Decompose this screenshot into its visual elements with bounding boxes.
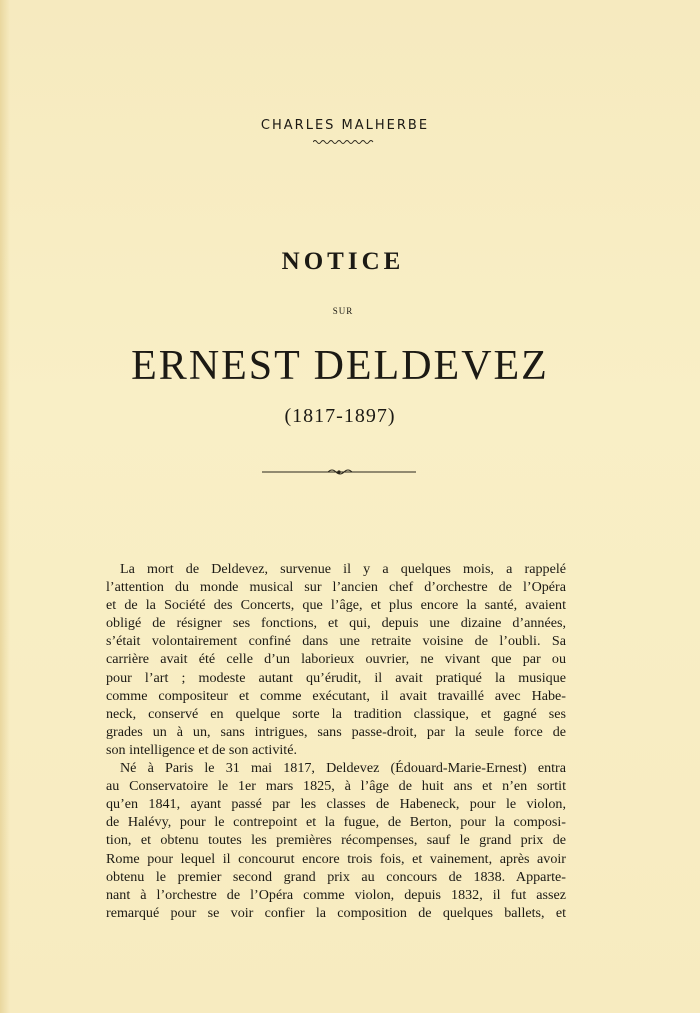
paragraph-2-line: nant à l’orchestre de l’Opéra comme violon, depuis 1832, il fut assez bbox=[106, 886, 566, 903]
paragraph-1-line: l’attention du monde musical sur l’ancien chef d’orchestre de l’Opéra bbox=[106, 579, 566, 596]
paragraph-2-line: remarqué pour se voir confier la composition de quelques ballets, et bbox=[106, 904, 566, 921]
life-dates: (1817-1897) bbox=[284, 405, 396, 427]
article-body bbox=[106, 560, 566, 922]
ornamental-rule bbox=[262, 466, 416, 478]
paragraph-1-line: son intelligence et de son activité. bbox=[106, 741, 297, 758]
paragraph-2-line: qu’en 1841, ayant passé par les classes de Habeneck, pour le violon, bbox=[106, 796, 566, 813]
paragraph-1-line: neck, conservé en quelque sorte la tradition classique, et gagné ses bbox=[106, 705, 566, 722]
paragraph-2-line: obtenu le premier second grand prix au concours de 1838. Apparte- bbox=[106, 868, 566, 885]
paragraph-2-line: Né à Paris le 31 mai 1817, Deldevez (Édouard-Marie-Ernest) entra bbox=[120, 760, 566, 777]
preposition-sur: SUR bbox=[332, 306, 354, 316]
paragraph-1-line: et de la Société des Concerts, que l’âge, et plus encore la santé, avaient bbox=[106, 597, 566, 614]
paragraph-1-line: comme compositeur et comme exécutant, il avait travaillé avec Habe- bbox=[106, 687, 566, 704]
page-edge-shading bbox=[0, 0, 10, 1013]
paragraph-2-line: tion, et obtenu toutes les premières récompenses, sauf le grand prix de bbox=[106, 832, 566, 849]
notice-heading: NOTICE bbox=[281, 248, 405, 275]
paragraph-2-line: de Halévy, pour le contrepoint et la fugue, de Berton, pour la composi- bbox=[106, 814, 566, 831]
paragraph-1-line: s’était volontairement confiné dans une retraite voisine de l’oubli. Sa bbox=[106, 633, 566, 650]
subject-name: ERNEST DELDEVEZ bbox=[131, 343, 549, 389]
paragraph-1-line: La mort de Deldevez, survenue il y a quelques mois, a rappelé bbox=[120, 561, 566, 577]
paragraph-2-line: au Conservatoire le 1er mars 1825, à l’âge de huit ans et n’en sortit bbox=[106, 778, 566, 795]
ornament-squiggle bbox=[313, 138, 375, 146]
paragraph-1-line: grades un à un, sans intrigues, sans passe-droit, par la seule force de bbox=[106, 723, 566, 740]
paragraph-1-line: pour l’art ; modeste autant qu’érudit, il avait pratiqué la musique bbox=[106, 669, 566, 686]
author-name: CHARLES MALHERBE bbox=[260, 118, 430, 133]
paragraph-1-line: obligé de résigner ses fonctions, et qui, depuis une dizaine d’années, bbox=[106, 615, 566, 632]
paragraph-2-line: Rome pour lequel il concourut encore trois fois, et vainement, après avoir bbox=[106, 850, 566, 867]
paragraph-1-line: carrière avait été celle d’un laborieux ouvrier, ne vivant que par ou bbox=[106, 651, 566, 668]
